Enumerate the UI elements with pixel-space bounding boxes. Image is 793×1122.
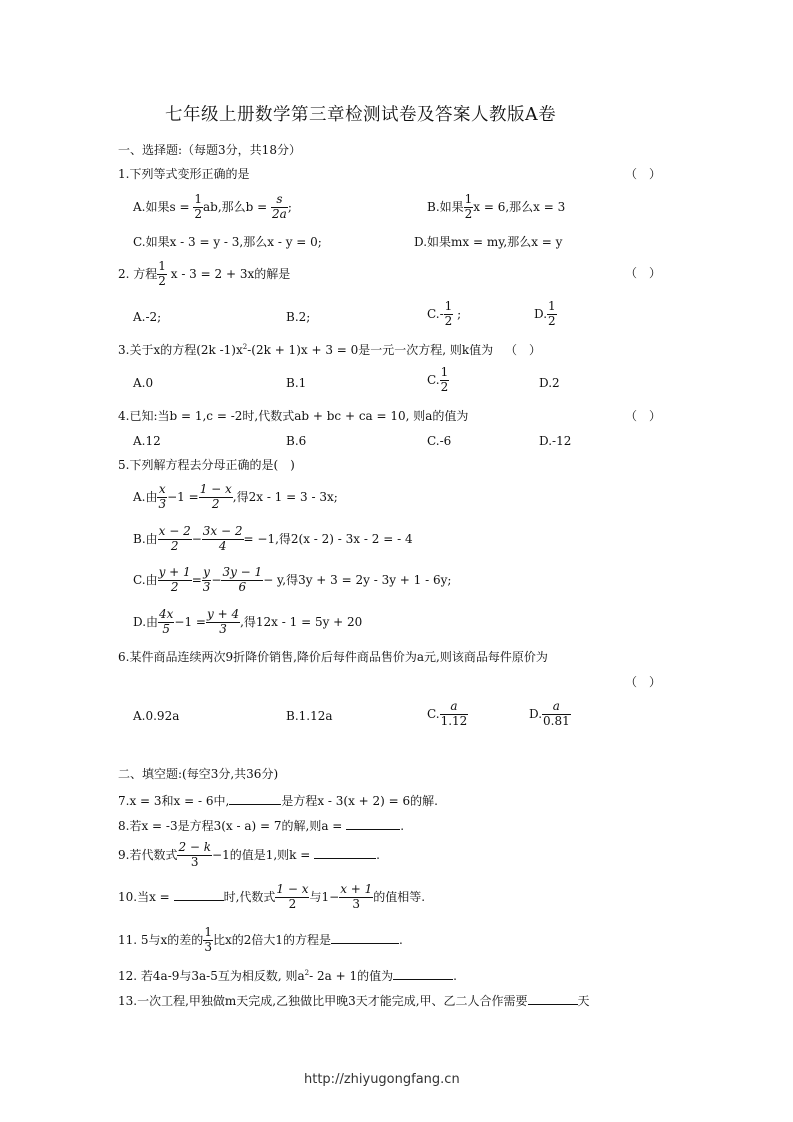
question-2-option-a: A.-2; bbox=[133, 310, 162, 324]
question-5-option-b: B.由 $\frac{x - 2}{2}$ − $\frac{3x - 2}{4}$ = −1,得2(x - 2) - 3x - 2 = - 4 bbox=[133, 524, 413, 553]
answer-blank[interactable] bbox=[314, 847, 376, 859]
fraction: $\frac{1}{2}$ bbox=[194, 192, 202, 221]
fraction: $\frac{1}{2}$ bbox=[440, 365, 449, 394]
question-5-option-c: C.由 $\frac{y + 1}{2}$ = $\frac{y}{3}$ − $\frac{3y - 1}{6}$ − y,得3y + 3 = 2y - 3y + 1 - 6y; bbox=[133, 565, 452, 594]
question-8: 8.若x = -3是方程3(x - a) = 7的解,则a = . bbox=[118, 819, 405, 833]
fraction: $\frac{y + 4}{3}$ bbox=[206, 607, 240, 636]
fraction: $\frac{1}{2}$ bbox=[548, 299, 556, 328]
question-4-stem: 4.已知:当b = 1,c = -2时,代数式ab + bc + ca = 10, 则a的值为 bbox=[118, 409, 469, 423]
question-6-stem: 6.某件商品连续两次9折降价销售,降价后每件商品售价为a元,则该商品每件原价为 bbox=[118, 650, 548, 664]
question-3-option-c: C. $\frac{1}{2}$ bbox=[427, 365, 449, 394]
question-1-option-c: C.如果x - 3 = y - 3,那么x - y = 0; bbox=[133, 235, 322, 249]
fraction: $\frac{y + 1}{2}$ bbox=[158, 565, 191, 594]
footer-url: http://zhiyugongfang.cn bbox=[304, 1072, 460, 1087]
question-3-option-a: A.0 bbox=[133, 376, 154, 390]
fraction: $\frac{3y - 1}{6}$ bbox=[222, 565, 263, 594]
question-12: 12. 若4a-9与3a-5互为相反数, 则$a^2-$ 2a + 1的值为 . bbox=[118, 969, 457, 983]
question-4-option-c: C.-6 bbox=[427, 434, 452, 448]
question-7: 7.x = 3和x = - 6中, 是方程x - 3(x + 2) = 6的解. bbox=[118, 794, 438, 808]
fraction: $\frac{1}{2}$ bbox=[158, 259, 166, 288]
question-6-option-c: C. $\frac{a}{1.12}$ bbox=[427, 699, 468, 728]
question-10: 10.当x = 时,代数式 $\frac{1 - x}{2}$ 与1− $\frac{x + 1}{3}$ 的值相等. bbox=[118, 882, 426, 911]
answer-blank[interactable] bbox=[174, 889, 224, 901]
fraction: $\frac{s}{2a}$ bbox=[272, 192, 287, 221]
question-6-option-a: A.0.92a bbox=[133, 709, 180, 723]
answer-parentheses: （ ） bbox=[625, 167, 662, 181]
question-6-option-b: B.1.12a bbox=[286, 709, 333, 723]
fraction: $\frac{y}{3}$ bbox=[202, 565, 211, 594]
fraction: $\frac{3x - 2}{4}$ bbox=[202, 524, 243, 553]
answer-blank[interactable] bbox=[229, 793, 281, 805]
question-2-stem: 2. 方程 $\frac{1}{2}$ x - 3 = 2 + 3x的解是 bbox=[118, 259, 291, 288]
question-1-stem: 1.下列等式变形正确的是 bbox=[118, 167, 250, 181]
answer-blank[interactable] bbox=[331, 932, 399, 944]
fraction: $\frac{4x}{5}$ bbox=[159, 607, 174, 636]
fraction: $\frac{1 - x}{2}$ bbox=[199, 482, 232, 511]
answer-parentheses: （ ） bbox=[625, 675, 662, 689]
fraction: $\frac{1}{2}$ bbox=[464, 192, 473, 221]
question-2-option-c: C.- $\frac{1}{2}$ ; bbox=[427, 299, 462, 328]
question-1-option-b: B.如果 $\frac{1}{2}$ x = 6,那么x = 3 bbox=[427, 192, 566, 221]
question-5-option-d: D.由 $\frac{4x}{5}$ −1 = $\frac{y + 4}{3}$ ,得12x - 1 = 5y + 20 bbox=[133, 607, 363, 636]
page-title: 七年级上册数学第三章检测试卷及答案人教版A卷 bbox=[165, 105, 557, 125]
question-2-option-b: B.2; bbox=[286, 310, 311, 324]
answer-blank[interactable] bbox=[393, 968, 453, 980]
fraction: $\frac{x}{3}$ bbox=[158, 482, 167, 511]
fraction: $\frac{x - 2}{2}$ bbox=[158, 524, 191, 553]
question-1-option-d: D.如果mx = my,那么x = y bbox=[414, 235, 563, 249]
question-2-option-d: D. $\frac{1}{2}$ bbox=[534, 299, 556, 328]
fraction: $\frac{a}{0.81}$ bbox=[543, 699, 570, 728]
section-heading-fill-in: 二、填空题:(每空3分,共36分) bbox=[118, 767, 279, 781]
question-4-option-b: B.6 bbox=[286, 434, 307, 448]
fraction: $\frac{1}{2}$ bbox=[444, 299, 453, 328]
question-13: 13.一次工程,甲独做m天完成,乙独做比甲晚3天才能完成,甲、乙二人合作需要 天 bbox=[118, 994, 590, 1008]
section-heading-choice: 一、选择题:（每题3分，共18分） bbox=[118, 143, 301, 157]
fraction: $\frac{1 - x}{2}$ bbox=[276, 882, 309, 911]
question-5-option-a: A.由 $\frac{x}{3}$ −1 = $\frac{1 - x}{2}$ ,得2x - 1 = 3 - 3x; bbox=[133, 482, 338, 511]
answer-parentheses: （ ） bbox=[625, 409, 662, 423]
question-3-option-b: B.1 bbox=[286, 376, 307, 390]
question-1-option-a: A.如果s = $\frac{1}{2}$ ab,那么b = $\frac{s}{2a}$ ; bbox=[133, 192, 292, 221]
question-9: 9.若代数式 $\frac{2 - k}{3}$ −1的值是1,则k = . bbox=[118, 840, 380, 869]
question-5-stem: 5.下列解方程去分母正确的是( ) bbox=[118, 458, 295, 472]
question-6-option-d: D. $\frac{a}{0.81}$ bbox=[529, 699, 570, 728]
question-4-option-d: D.-12 bbox=[539, 434, 572, 448]
fraction: $\frac{x + 1}{3}$ bbox=[340, 882, 373, 911]
question-4-option-a: A.12 bbox=[133, 434, 161, 448]
answer-parentheses: （ ） bbox=[625, 266, 662, 280]
question-3-option-d: D.2 bbox=[539, 376, 560, 390]
fraction: $\frac{1}{3}$ bbox=[204, 925, 212, 954]
question-3-stem: 3.关于x的方程(2k $-1)x^2-(2k + 1)x + 3 = 0$是一元一次方程, 则k值为 （ ） bbox=[118, 343, 542, 357]
answer-blank[interactable] bbox=[346, 818, 400, 830]
answer-blank[interactable] bbox=[528, 993, 578, 1005]
fraction: $\frac{a}{1.12}$ bbox=[440, 699, 468, 728]
question-11: 11. 5与x的差的 $\frac{1}{3}$ 比x的2倍大1的方程是 . bbox=[118, 925, 403, 954]
fraction: $\frac{2 - k}{3}$ bbox=[178, 840, 212, 869]
